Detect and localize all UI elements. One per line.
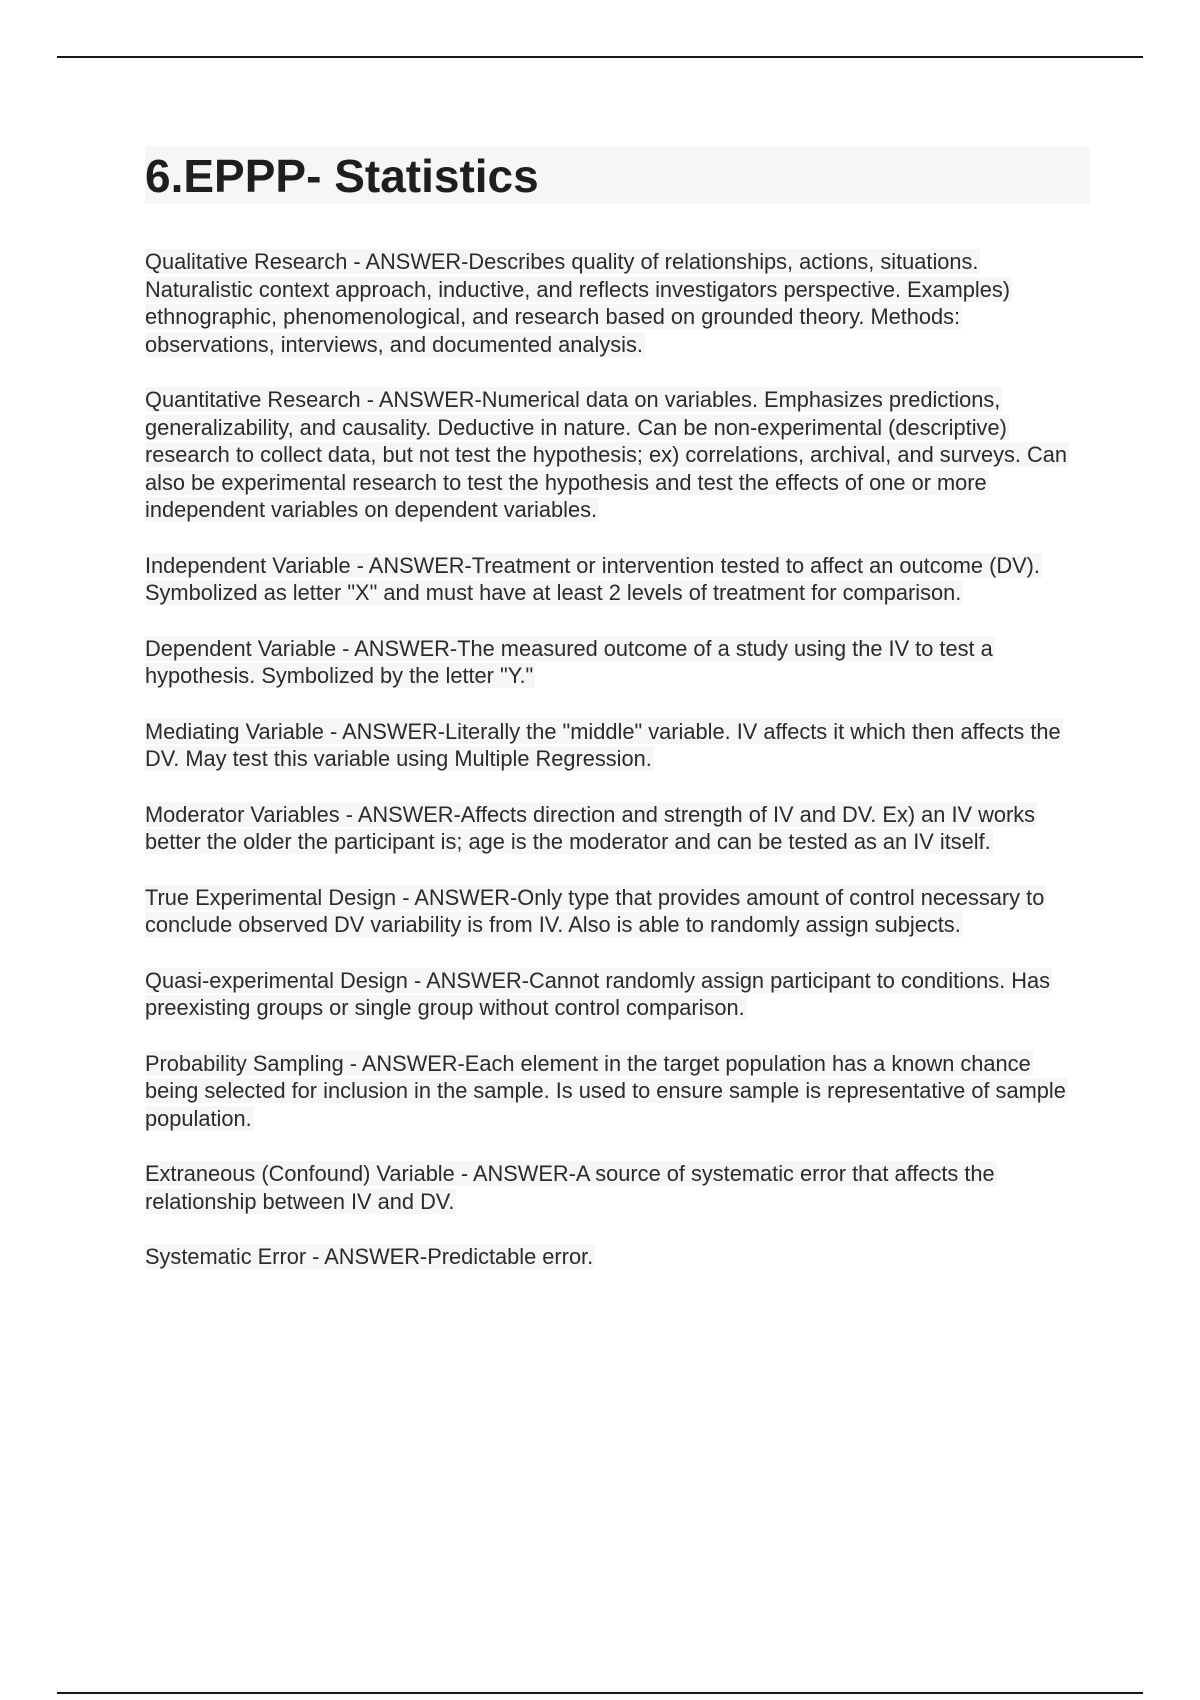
flashcard-entry: Systematic Error - ANSWER-Predictable error.: [145, 1244, 594, 1269]
flashcard-entry: Independent Variable - ANSWER-Treatment or intervention tested to affect an outcome (DV). Symbolized as letter "X" and must have at least 2 levels of treatment for comparison.: [145, 552, 1040, 605]
page-title: 6.EPPP- Statistics: [145, 146, 1090, 204]
entry-answer: ANSWER-A source of systematic error that affects the relationship between IV and DV.: [145, 1161, 995, 1214]
entry-term: Quasi-experimental Design: [145, 967, 408, 993]
flashcard-entry: Quasi-experimental Design - ANSWER-Cannot randomly assign participant to conditions. Has preexisting groups or single group without control comparison.: [145, 967, 1050, 1020]
entry-term: Independent Variable: [145, 552, 351, 578]
flashcard-entry: Probability Sampling - ANSWER-Each element in the target population has a known chance being selected for inclusion in the sample. Is used to ensure sample is representative of sample population.: [145, 1050, 1066, 1131]
entry-term: Extraneous (Confound) Variable: [145, 1161, 455, 1186]
entry-answer: ANSWER-Each element in the target population has a known chance being selected for inclusion in the sample. Is used to ensure sample is representative of sample population.: [145, 1050, 1066, 1131]
entry-answer: ANSWER-Treatment or intervention tested to affect an outcome (DV). Symbolized as letter "X" and must have at least 2 levels of treatment for comparison.: [145, 552, 1040, 605]
entry-term: Quantitative Research: [145, 387, 361, 412]
entry-answer: ANSWER-The measured outcome of a study using the IV to test a hypothesis. Symbolized by the letter "Y.": [145, 635, 993, 688]
flashcard-list: [145, 248, 1090, 1299]
entry-term: True Experimental Design: [145, 884, 397, 910]
entry-term: Probability Sampling: [145, 1050, 344, 1076]
bottom-divider: [57, 1692, 1143, 1694]
document-body: [145, 146, 1090, 1299]
entry-term: Qualitative Research: [145, 249, 348, 274]
entry-answer: ANSWER-Predictable error.: [324, 1244, 594, 1269]
top-divider: [57, 56, 1143, 58]
entry-answer: ANSWER-Describes quality of relationships, actions, situations. Naturalistic context approach, inductive, and reflects investigators perspective. Examples) ethnographic, phenomenological, and research based on grounded theory. Methods: observations, interviews, and documented analysis.: [145, 249, 1011, 357]
entry-answer: ANSWER-Literally the "middle" variable. IV affects it which then affects the DV. May test this variable using Multiple Regression.: [145, 718, 1061, 771]
entry-term: Mediating Variable: [145, 718, 324, 744]
entry-term: Moderator Variables: [145, 801, 340, 827]
entry-term: Systematic Error: [145, 1244, 307, 1269]
entry-term: Dependent Variable: [145, 635, 337, 661]
flashcard-entry: Qualitative Research - ANSWER-Describes quality of relationships, actions, situations. Naturalistic context approach, inductive, and reflects investigators perspective. Examples) ethnographic, phenomenological, and research based on grounded theory. Methods: observations, interviews, and documented analysis.: [145, 249, 1011, 357]
flashcard-entry: Quantitative Research - ANSWER-Numerical data on variables. Emphasizes predictions, generalizability, and causality. Deductive in nature. Can be non-experimental (descriptive) research to collect data, but not test the hypothesis; ex) correlations, archival, and surveys. Can also be experimental research to test the hypothesis and test the effects of one or more independent variables on dependent variables.: [145, 387, 1067, 522]
entry-answer: ANSWER-Only type that provides amount of control necessary to conclude observed DV variability is from IV. Also is able to randomly assign subjects.: [145, 884, 1045, 937]
entry-answer: ANSWER-Cannot randomly assign participant to conditions. Has preexisting groups or single group without control comparison.: [145, 967, 1050, 1020]
flashcard-entry: Moderator Variables - ANSWER-Affects direction and strength of IV and DV. Ex) an IV works better the older the participant is; age is the moderator and can be tested as an IV itself.: [145, 801, 1036, 854]
flashcard-entry: Extraneous (Confound) Variable - ANSWER-A source of systematic error that affects the relationship between IV and DV.: [145, 1161, 995, 1214]
entry-answer: ANSWER-Affects direction and strength of IV and DV. Ex) an IV works better the older the participant is; age is the moderator and can be tested as an IV itself.: [145, 801, 1036, 854]
flashcard-entry: Dependent Variable - ANSWER-The measured outcome of a study using the IV to test a hypothesis. Symbolized by the letter "Y.": [145, 635, 993, 688]
entry-answer: ANSWER-Numerical data on variables. Emphasizes predictions, generalizability, and causality. Deductive in nature. Can be non-experimental (descriptive) research to collect data, but not test the hypothesis; ex) correlations, archival, and surveys. Can also be experimental research to test the hypothesis and test the effects of one or more independent variables on dependent variables.: [145, 387, 1067, 522]
flashcard-entry: True Experimental Design - ANSWER-Only type that provides amount of control necessary to conclude observed DV variability is from IV. Also is able to randomly assign subjects.: [145, 884, 1045, 937]
flashcard-entry: Mediating Variable - ANSWER-Literally the "middle" variable. IV affects it which then affects the DV. May test this variable using Multiple Regression.: [145, 718, 1061, 771]
